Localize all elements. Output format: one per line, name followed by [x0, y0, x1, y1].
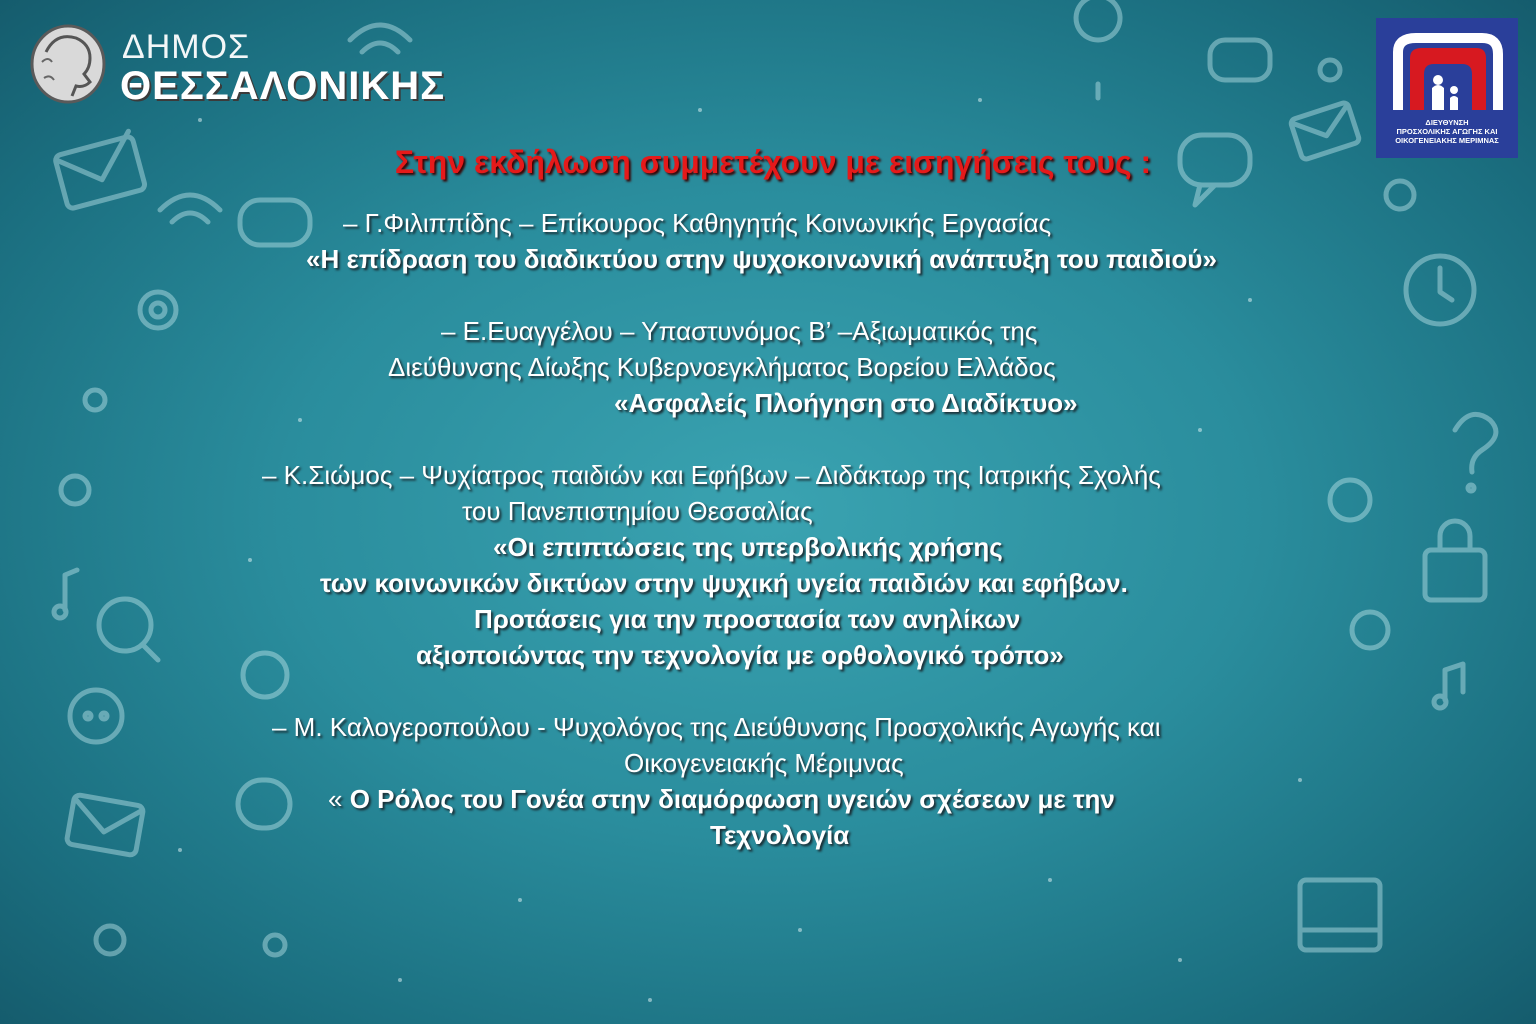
logo-line-2: ΘΕΣΣΑΛΟΝΙΚΗΣ [120, 64, 446, 108]
speaker-3-talk-line-2: των κοινωνικών δικτύων στην ψυχική υγεία παιδιών και εφήβων. [320, 568, 1128, 598]
alexander-head-icon [22, 22, 114, 106]
speaker-2-line-1: – Ε.Ευαγγέλου – Υπαστυνόμος Β’ –Αξιωματικός της [441, 316, 1038, 346]
location-pin-icon [1076, 0, 1120, 98]
speaker-4-talk-line-1 [328, 784, 1115, 815]
speaker-2-line-2: Διεύθυνσης Δίωξης Κυβερνοεγκλήματος Βορείου Ελλάδος [388, 352, 1056, 382]
lock-icon [1425, 521, 1485, 600]
calendar-icon [1300, 880, 1380, 950]
speaker-4-talk-prefix: « [328, 784, 350, 814]
speaker-3-talk-line-4: αξιοποιώντας την τεχνολογία με ορθολογικό τρόπο» [416, 640, 1064, 670]
at-sign-icon [140, 292, 176, 328]
chat-bubble-icon [240, 200, 310, 245]
speaker-2-talk-line-1: «Ασφαλείς Πλοήγηση στο Διαδίκτυο» [614, 388, 1078, 418]
speaker-3-line-1: – Κ.Σιώμος – Ψυχίατρος παιδιών και Εφήβων – Διδάκτωρ της Ιατρικής Σχολής [262, 460, 1161, 490]
directorate-logo [1376, 18, 1518, 158]
speaker-3-talk-line-1: «Οι επιπτώσεις της υπερβολικής χρήσης [493, 532, 1003, 562]
speaker-1-line-1: – Γ.Φιλιππίδης – Επίκουρος Καθηγητής Κοινωνικής Εργασίας [343, 208, 1052, 238]
caption-line-1: ΔΙΕΥΘΥΝΣΗ [1425, 118, 1469, 127]
circle-icon [61, 390, 285, 955]
heart-search-icon [99, 599, 158, 660]
speaker-3-talk-line-3: Προτάσεις για την προστασία των ανηλίκων [474, 604, 1021, 634]
chat-bubble-icon [238, 780, 290, 828]
caption-line-3: ΟΙΚΟΓΕΝΕΙΑΚΗΣ ΜΕΡΙΜΝΑΣ [1395, 136, 1499, 145]
directorate-emblem-icon [1376, 18, 1518, 118]
speaker-4-talk-line-2: Τεχνολογία [710, 820, 850, 850]
speaker-4-talk-text: Ο Ρόλος του Γονέα στην διαμόρφωση υγειών σχέσεων με την [349, 784, 1115, 814]
speaker-3-line-2: του Πανεπιστημίου Θεσσαλίας [462, 496, 813, 526]
chat-bubble-icon [70, 690, 122, 742]
speaker-4-line-2: Οικογενειακής Μέριμνας [624, 748, 904, 778]
chat-bubble-icon [1210, 40, 1270, 80]
speaker-1-talk-line-1: «Η επίδραση του διαδικτύου στην ψυχοκοινωνική ανάπτυξη του παιδιού» [306, 244, 1217, 274]
speaker-4-line-1: – Μ. Καλογεροπούλου - Ψυχολόγος της Διεύθυνσης Προσχολικής Αγωγής και [272, 712, 1161, 742]
municipality-logo [22, 22, 452, 106]
question-mark-icon [1455, 414, 1496, 491]
caption-line-2: ΠΡΟΣΧΟΛΙΚΗΣ ΑΓΩΓΗΣ ΚΑΙ [1396, 127, 1498, 136]
logo-line-1: ΔΗΜΟΣ [122, 28, 251, 66]
directorate-caption [1376, 118, 1518, 145]
envelope-icon [66, 794, 144, 855]
clock-icon [1406, 256, 1474, 324]
page-heading: Στην εκδήλωση συμμετέχουν με εισηγήσεις τους : [394, 144, 1152, 180]
